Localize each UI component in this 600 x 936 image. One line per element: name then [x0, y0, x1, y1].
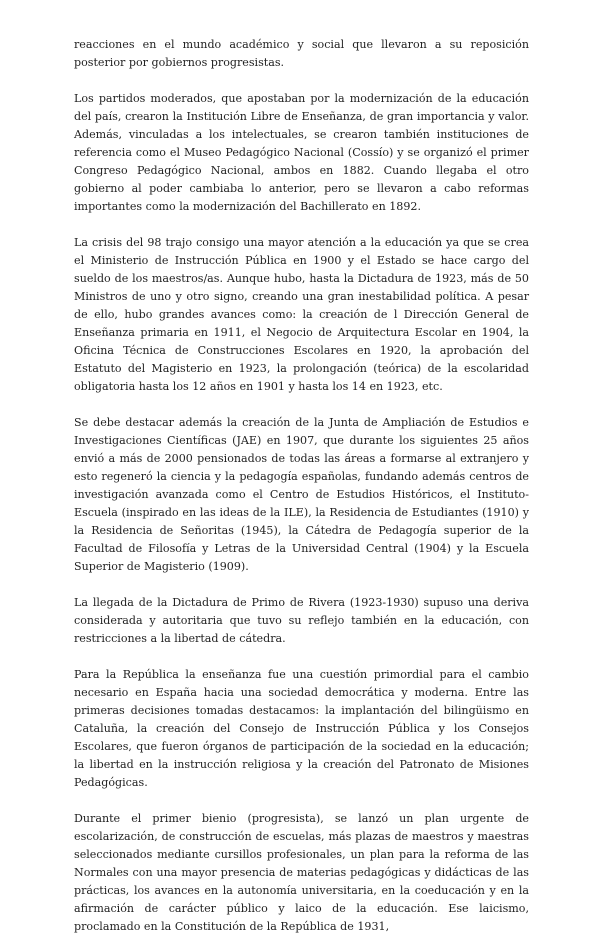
paragraph-3: La crisis del 98 trajo consigo una mayor atención a la educación ya que se crea el Ministerio de Instrucción Pública en 1900 y el Estado se hace cargo del sueldo de los maestros/as. Aunque hubo, hasta la Dictadura de 1923, más de 50 Ministros de uno y otro signo, creando una gran inestabilidad política. A pesar de ello, hubo grandes avances como: la creación de l Dirección General de Enseñanza primaria en 1911, el Negocio de Arquitectura Escolar en 1904, la Oficina Técnica de Construcciones Escolares en 1920, la aprobación del Estatuto del Magisterio en 1923, la prolongación (teórica) de la escolaridad obligatoria hasta los 12 años en 1901 y hasta los 14 en 1923, etc.: [74, 236, 529, 393]
paragraph-7: Durante el primer bienio (progresista), se lanzó un plan urgente de escolarización, de construcción de escuelas, más plazas de maestros y maestras seleccionados mediante cursillos profesionales, un plan para la reforma de las Normales con una mayor presencia de materias pedagógicas y didácticas de las prácticas, los avances en la autonomía universitaria, en la coeducación y en la afirmación de carácter público y laico de la educación. Ese laicismo, proclamado en la Constitución de la República de 1931,: [74, 812, 529, 933]
paragraph-2: Los partidos moderados, que apostaban por la modernización de la educación del país, crearon la Institución Libre de Enseñanza, de gran importancia y valor. Además, vinculadas a los intelectuales, se crearon también instituciones de referencia como el Museo Pedagógico Nacional (Cossío) y se organizó el primer Congreso Pedagógico Nacional, ambos en 1882. Cuando llegaba el otro gobierno al poder cambiaba lo anterior, pero se llevaron a cabo reformas importantes como la modernización del Bachillerato en 1892.: [74, 92, 529, 213]
paragraph-6: Para la República la enseñanza fue una cuestión primordial para el cambio necesario en España hacia una sociedad democrática y moderna. Entre las primeras decisiones tomadas destacamos: la implantación del bilingüismo en Cataluña, la creación del Consejo de Instrucción Pública y los Consejos Escolares, que fueron órganos de participación de la sociedad en la educación; la libertad en la instrucción religiosa y la creación del Patronato de Misiones Pedagógicas.: [74, 668, 529, 789]
paragraph-5: La llegada de la Dictadura de Primo de Rivera (1923-1930) supuso una deriva considerada y autoritaria que tuvo su reflejo también en la educación, con restricciones a la libertad de cátedra.: [74, 596, 529, 645]
document-page: [74, 36, 529, 936]
paragraph-1: reacciones en el mundo académico y social que llevaron a su reposición posterior por gobiernos progresistas.: [74, 38, 529, 69]
paragraph-4: Se debe destacar además la creación de la Junta de Ampliación de Estudios e Investigaciones Científicas (JAE) en 1907, que durante los siguientes 25 años envió a más de 2000 pensionados de todas las áreas a formarse al extranjero y esto regeneró la ciencia y la pedagogía españolas, fundando además centros de investigación avanzada como el Centro de Estudios Históricos, el Instituto-Escuela (inspirado en las ideas de la ILE), la Residencia de Estudiantes (1910) y la Residencia de Señoritas (1945), la Cátedra de Pedagogía superior de la Facultad de Filosofía y Letras de la Universidad Central (1904) y la Escuela Superior de Magisterio (1909).: [74, 416, 529, 573]
